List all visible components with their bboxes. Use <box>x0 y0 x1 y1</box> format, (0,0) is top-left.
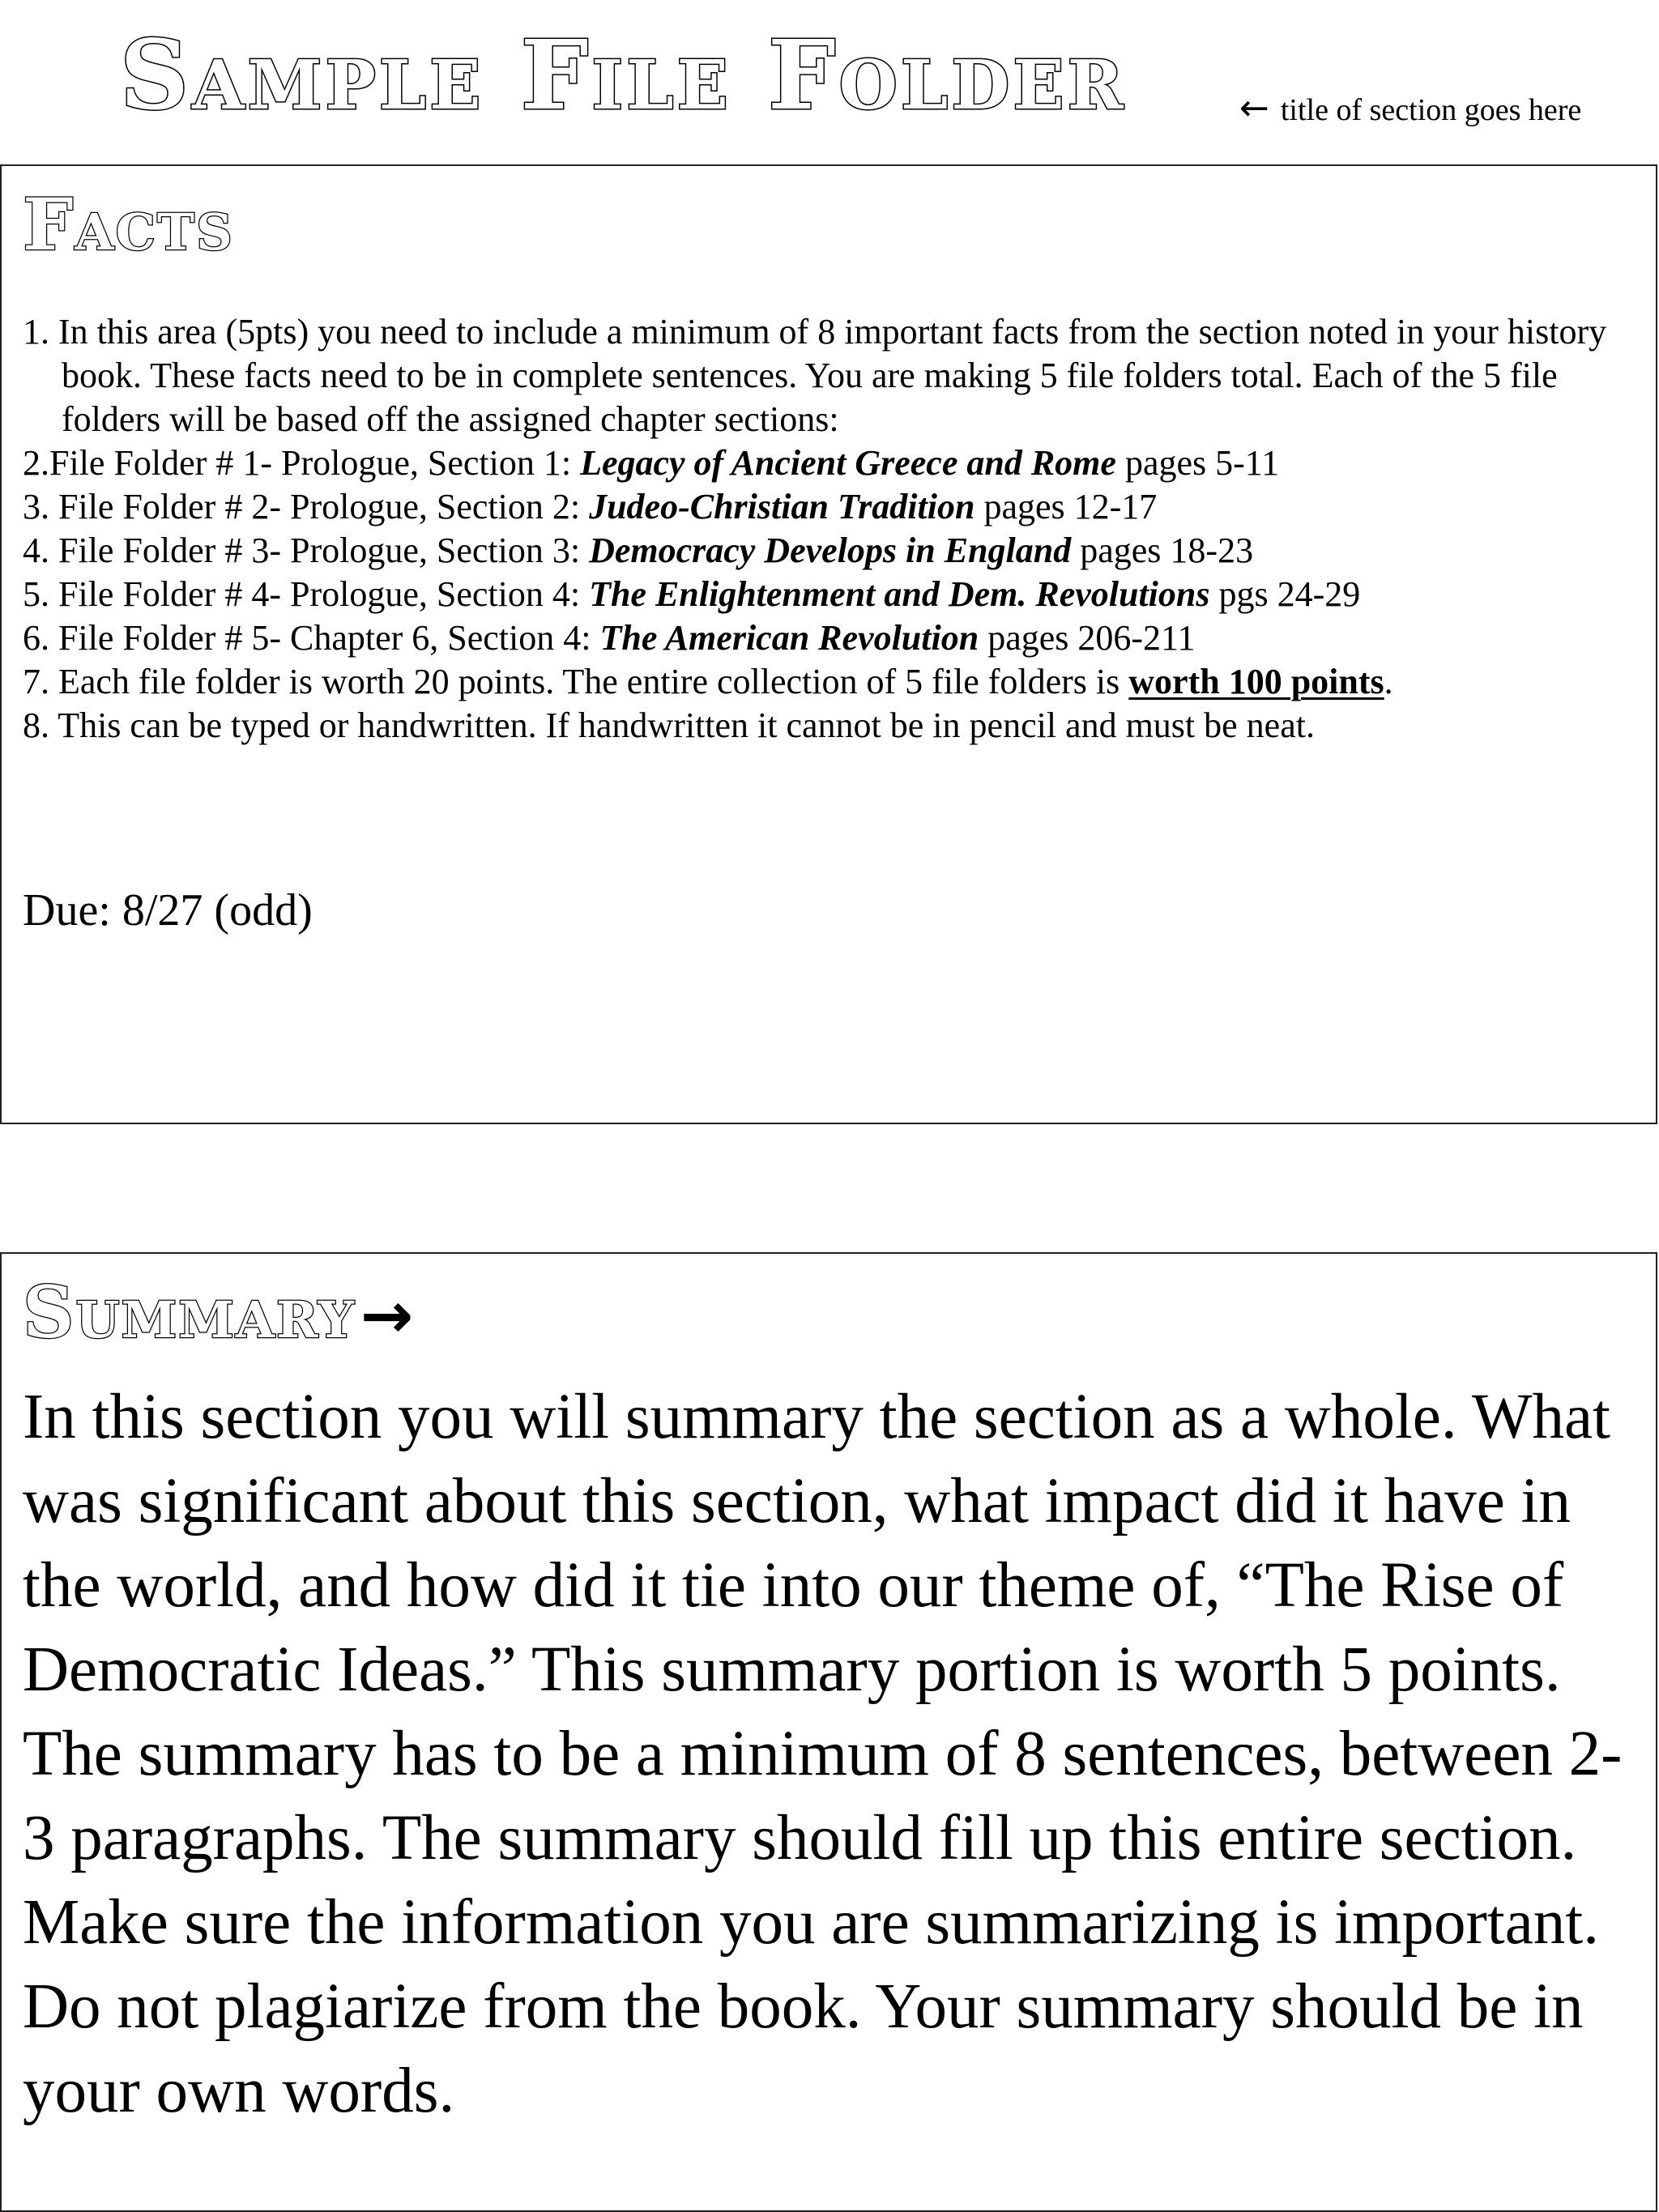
page-header <box>0 0 1659 162</box>
list-item-suffix: pages 12-17 <box>975 487 1158 526</box>
summary-paragraph: The summary has to be a minimum of 8 sentences, between 2-3 paragraphs. The summary should fill up this entire section. Make sure the information you are summarizing is important. Do not plagiarize from the book. Your summary should be in your own words. <box>23 1719 1623 2126</box>
list-item-suffix: pages 18-23 <box>1071 531 1254 570</box>
list-item-text: 1. In this area (5pts) you need to include a minimum of 8 important facts from the section noted in your history book. These facts need to be in complete sentences. You are making 5 file folders total. Each of the 5 file folders will be based off the assigned chapter sections: <box>23 312 1607 439</box>
list-item-prefix: 6. File Folder # 5- Chapter 6, Section 4: <box>23 618 600 658</box>
list-item-prefix: 7. Each file folder is worth 20 points. The entire collection of 5 file folders is <box>23 662 1129 701</box>
list-item <box>23 441 1635 485</box>
left-arrow-icon: ← <box>1239 87 1269 129</box>
section-title: Democracy Develops in England <box>589 531 1072 570</box>
list-item <box>23 310 1635 441</box>
facts-panel <box>0 164 1657 1124</box>
list-item-prefix: 3. File Folder # 2- Prologue, Section 2: <box>23 487 590 526</box>
list-item <box>23 529 1635 573</box>
list-item-suffix: pages 206-211 <box>979 618 1196 658</box>
summary-paragraph: In this section you will summary the section as a whole. What was significant about this section, what impact did it have in the world, and how did it tie into our theme of, “The Rise of Democratic Ideas.” This summary portion is worth 5 points. <box>23 1382 1610 1705</box>
list-item-text: 8. This can be typed or handwritten. If handwritten it cannot be in pencil and must be neat. <box>23 705 1315 745</box>
list-item-prefix: 5. File Folder # 4- Prologue, Section 4: <box>23 574 590 614</box>
list-item-prefix: 2.File Folder # 1- Prologue, Section 1: <box>23 443 581 483</box>
list-item <box>23 704 1635 748</box>
title-note-text: title of section goes here <box>1280 93 1582 127</box>
list-item <box>23 573 1635 616</box>
list-item-suffix: pgs 24-29 <box>1209 574 1361 614</box>
list-item <box>23 660 1635 704</box>
section-title: The Enlightenment and Dem. Revolutions <box>589 574 1210 614</box>
title-note <box>1239 89 1581 130</box>
summary-panel <box>0 1252 1657 2212</box>
facts-list <box>23 310 1635 748</box>
page-title: Sample File Folder <box>120 19 1127 131</box>
section-title: Judeo-Christian Tradition <box>589 487 975 526</box>
summary-body <box>23 1375 1643 2133</box>
right-arrow-icon: → <box>360 1280 414 1353</box>
list-item <box>23 485 1635 529</box>
due-date: Due: 8/27 (odd) <box>23 885 313 936</box>
section-title: The American Revolution <box>599 618 979 658</box>
summary-heading-text: Summary <box>23 1270 356 1354</box>
list-item-suffix: . <box>1384 662 1393 701</box>
points-emphasis: worth 100 points <box>1128 662 1384 701</box>
section-title: Legacy of Ancient Greece and Rome <box>580 443 1116 483</box>
list-item <box>23 616 1635 660</box>
summary-heading <box>23 1272 413 1357</box>
list-item-prefix: 4. File Folder # 3- Prologue, Section 3: <box>23 531 590 570</box>
facts-heading: Facts <box>23 182 234 266</box>
list-item-suffix: pages 5-11 <box>1115 443 1280 483</box>
